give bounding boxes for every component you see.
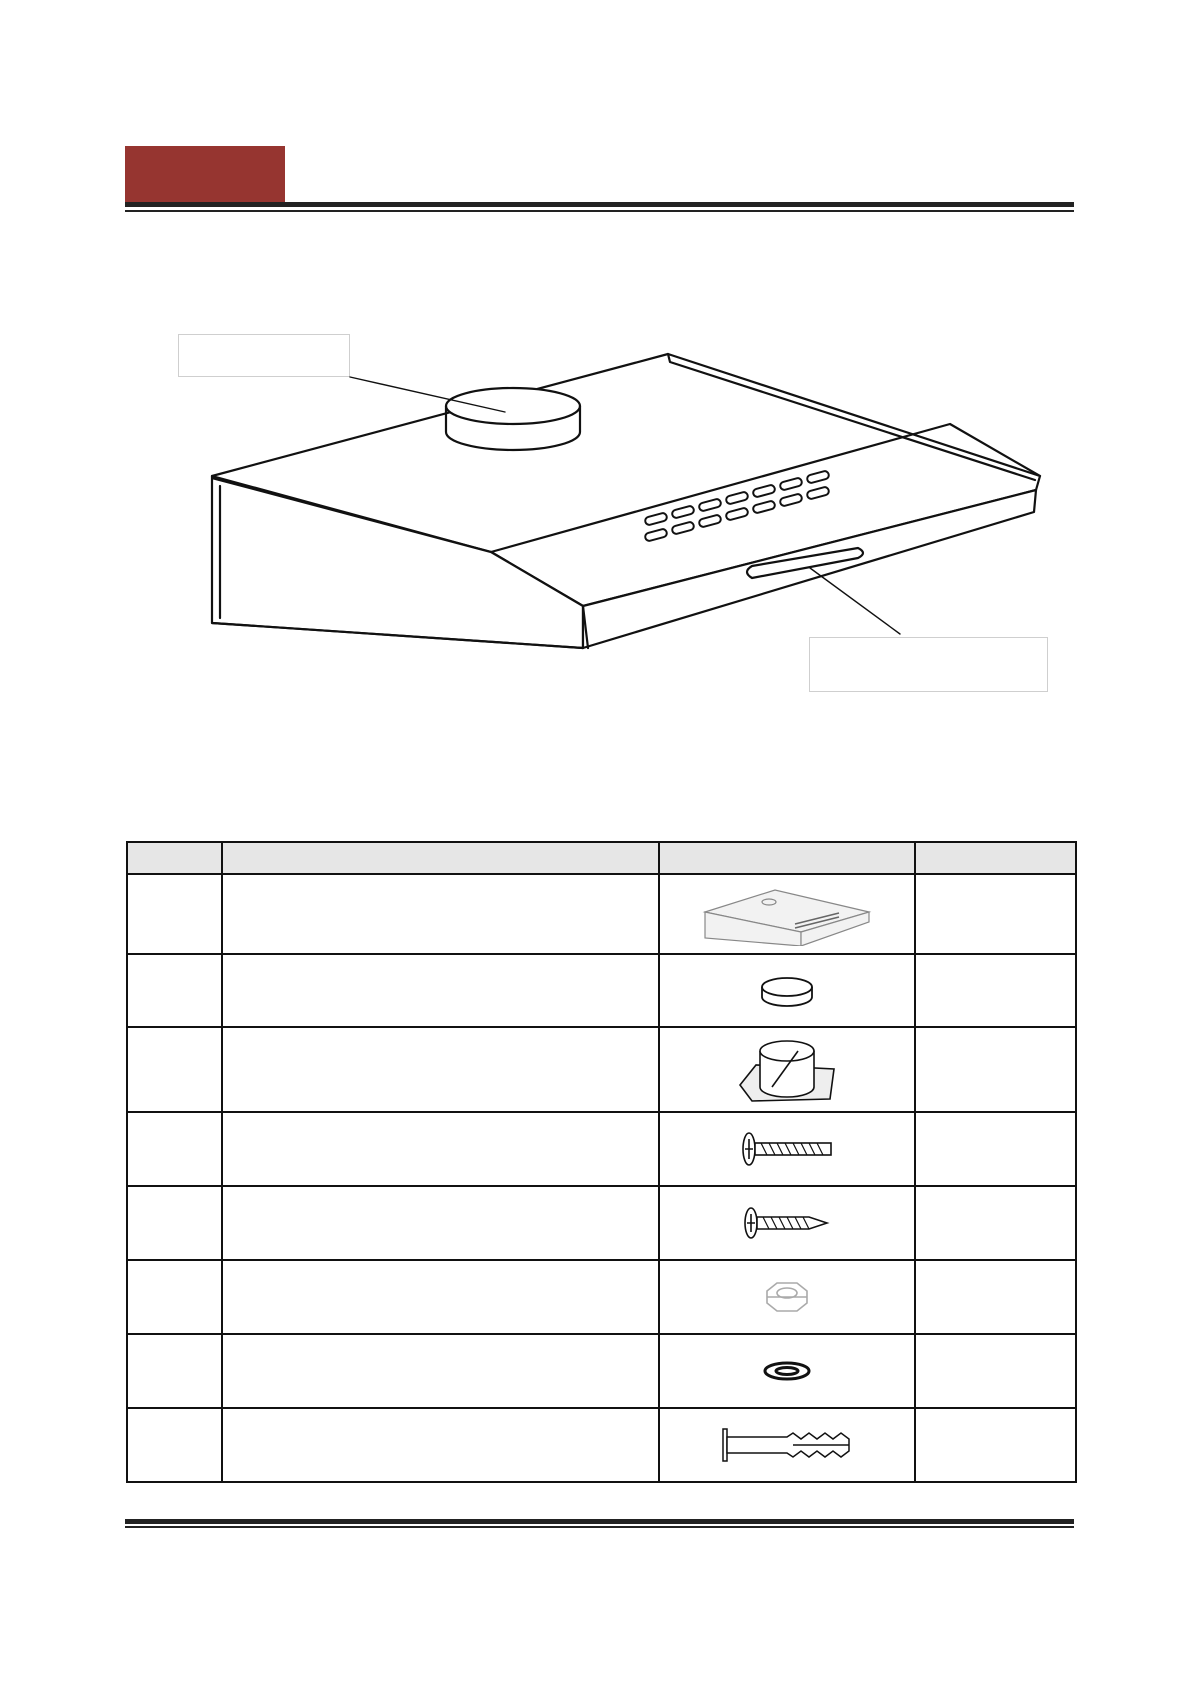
part-quantity <box>915 954 1076 1027</box>
column-header-no <box>127 842 222 874</box>
table-row <box>127 1408 1076 1482</box>
wall-anchor-icon <box>717 1423 857 1467</box>
round-cap-icon <box>752 971 822 1011</box>
table-row <box>127 954 1076 1027</box>
part-description <box>222 1408 659 1482</box>
part-image-cell <box>659 954 915 1027</box>
range-hood-diagram <box>150 320 1050 670</box>
table-row <box>127 1334 1076 1408</box>
part-description <box>222 1260 659 1334</box>
part-quantity <box>915 1408 1076 1482</box>
table-row <box>127 1260 1076 1334</box>
parts-list-table <box>126 841 1077 1483</box>
table-header-row <box>127 842 1076 874</box>
part-description <box>222 1334 659 1408</box>
header-rule-thin <box>125 210 1074 212</box>
part-image-cell <box>659 1027 915 1112</box>
table-row <box>127 1186 1076 1260</box>
part-image-cell <box>659 1186 915 1260</box>
part-number <box>127 1408 222 1482</box>
part-description <box>222 1186 659 1260</box>
part-description <box>222 1112 659 1186</box>
header-rule <box>125 202 1074 207</box>
range-hood-icon <box>697 882 877 946</box>
part-image-cell <box>659 874 915 954</box>
part-number <box>127 1334 222 1408</box>
part-number <box>127 954 222 1027</box>
duct-flange-icon <box>732 1029 842 1111</box>
wood-screw-icon <box>739 1203 835 1243</box>
part-description <box>222 1027 659 1112</box>
column-header-qty <box>915 842 1076 874</box>
part-image-cell <box>659 1260 915 1334</box>
footer-rule <box>125 1519 1074 1524</box>
table-row <box>127 1112 1076 1186</box>
part-number <box>127 874 222 954</box>
part-quantity <box>915 1260 1076 1334</box>
section-header-tab <box>125 146 285 202</box>
part-number <box>127 1260 222 1334</box>
machine-screw-icon <box>737 1129 837 1169</box>
part-quantity <box>915 1186 1076 1260</box>
column-header-description <box>222 842 659 874</box>
part-image-cell <box>659 1112 915 1186</box>
part-quantity <box>915 1334 1076 1408</box>
part-image-cell <box>659 1334 915 1408</box>
footer-rule-thin <box>125 1526 1074 1528</box>
part-image-cell <box>659 1408 915 1482</box>
part-number <box>127 1027 222 1112</box>
part-description <box>222 954 659 1027</box>
column-header-image <box>659 842 915 874</box>
part-quantity <box>915 874 1076 954</box>
part-number <box>127 1112 222 1186</box>
washer-icon <box>757 1354 817 1388</box>
part-quantity <box>915 1112 1076 1186</box>
hex-nut-icon <box>757 1277 817 1317</box>
table-row <box>127 874 1076 954</box>
table-row <box>127 1027 1076 1112</box>
part-description <box>222 874 659 954</box>
part-quantity <box>915 1027 1076 1112</box>
part-number <box>127 1186 222 1260</box>
